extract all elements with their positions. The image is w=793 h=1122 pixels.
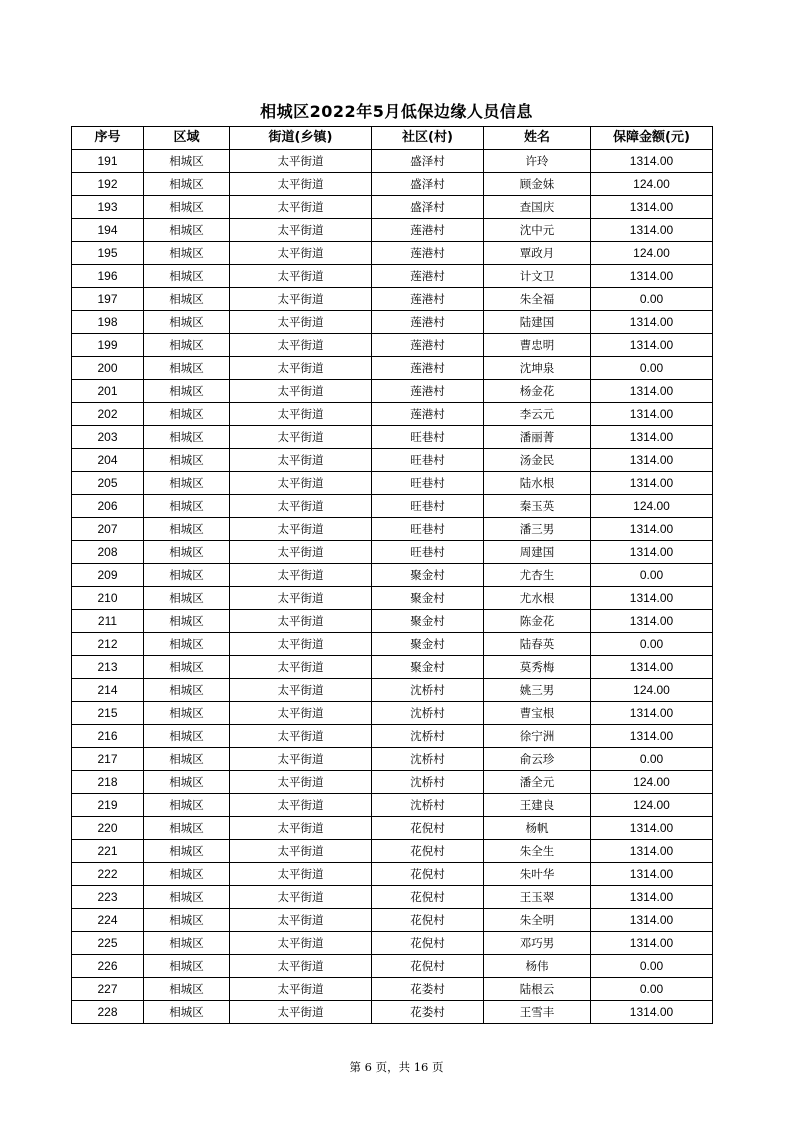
cell-street: 太平街道 <box>230 196 372 219</box>
cell-community: 旺巷村 <box>372 426 484 449</box>
cell-district: 相城区 <box>144 978 230 1001</box>
cell-index: 207 <box>72 518 144 541</box>
cell-amount: 1314.00 <box>591 610 713 633</box>
cell-district: 相城区 <box>144 794 230 817</box>
table-row <box>72 840 713 863</box>
cell-index: 208 <box>72 541 144 564</box>
cell-community: 莲港村 <box>372 334 484 357</box>
cell-name: 王玉翠 <box>484 886 591 909</box>
table-row <box>72 610 713 633</box>
table-row <box>72 449 713 472</box>
cell-community: 莲港村 <box>372 357 484 380</box>
cell-community: 旺巷村 <box>372 495 484 518</box>
cell-name: 陆水根 <box>484 472 591 495</box>
cell-index: 222 <box>72 863 144 886</box>
table-row <box>72 656 713 679</box>
cell-amount: 1314.00 <box>591 380 713 403</box>
cell-amount: 1314.00 <box>591 932 713 955</box>
cell-index: 228 <box>72 1001 144 1024</box>
cell-amount: 0.00 <box>591 288 713 311</box>
cell-amount: 1314.00 <box>591 817 713 840</box>
cell-street: 太平街道 <box>230 311 372 334</box>
cell-index: 210 <box>72 587 144 610</box>
cell-community: 花倪村 <box>372 886 484 909</box>
cell-amount: 0.00 <box>591 955 713 978</box>
cell-amount: 1314.00 <box>591 840 713 863</box>
cell-index: 219 <box>72 794 144 817</box>
cell-index: 198 <box>72 311 144 334</box>
cell-index: 221 <box>72 840 144 863</box>
cell-community: 花倪村 <box>372 955 484 978</box>
cell-amount: 0.00 <box>591 978 713 1001</box>
cell-street: 太平街道 <box>230 288 372 311</box>
table-row <box>72 932 713 955</box>
cell-community: 沈桥村 <box>372 771 484 794</box>
cell-street: 太平街道 <box>230 472 372 495</box>
cell-index: 209 <box>72 564 144 587</box>
cell-community: 花倪村 <box>372 932 484 955</box>
cell-district: 相城区 <box>144 932 230 955</box>
cell-name: 潘三男 <box>484 518 591 541</box>
cell-community: 聚金村 <box>372 610 484 633</box>
cell-district: 相城区 <box>144 334 230 357</box>
table-row <box>72 472 713 495</box>
cell-street: 太平街道 <box>230 886 372 909</box>
cell-community: 聚金村 <box>372 564 484 587</box>
cell-index: 203 <box>72 426 144 449</box>
cell-index: 202 <box>72 403 144 426</box>
cell-index: 201 <box>72 380 144 403</box>
cell-name: 朱全生 <box>484 840 591 863</box>
cell-amount: 1314.00 <box>591 334 713 357</box>
cell-amount: 124.00 <box>591 173 713 196</box>
cell-amount: 1314.00 <box>591 541 713 564</box>
table-row <box>72 518 713 541</box>
cell-name: 计文卫 <box>484 265 591 288</box>
cell-street: 太平街道 <box>230 955 372 978</box>
cell-community: 沈桥村 <box>372 794 484 817</box>
cell-street: 太平街道 <box>230 679 372 702</box>
cell-district: 相城区 <box>144 1001 230 1024</box>
cell-index: 215 <box>72 702 144 725</box>
cell-community: 沈桥村 <box>372 748 484 771</box>
cell-index: 192 <box>72 173 144 196</box>
table-row <box>72 288 713 311</box>
cell-district: 相城区 <box>144 173 230 196</box>
table-row <box>72 955 713 978</box>
cell-street: 太平街道 <box>230 587 372 610</box>
cell-district: 相城区 <box>144 564 230 587</box>
cell-amount: 1314.00 <box>591 518 713 541</box>
cell-street: 太平街道 <box>230 1001 372 1024</box>
cell-street: 太平街道 <box>230 863 372 886</box>
cell-community: 盛泽村 <box>372 196 484 219</box>
cell-community: 莲港村 <box>372 380 484 403</box>
cell-district: 相城区 <box>144 311 230 334</box>
cell-index: 196 <box>72 265 144 288</box>
cell-name: 沈坤泉 <box>484 357 591 380</box>
cell-community: 花倪村 <box>372 863 484 886</box>
cell-community: 莲港村 <box>372 265 484 288</box>
table-row <box>72 702 713 725</box>
table-row <box>72 196 713 219</box>
cell-index: 191 <box>72 150 144 173</box>
table-row <box>72 426 713 449</box>
cell-name: 莫秀梅 <box>484 656 591 679</box>
cell-name: 周建国 <box>484 541 591 564</box>
cell-name: 尤杏生 <box>484 564 591 587</box>
table-body <box>72 150 713 1024</box>
cell-community: 旺巷村 <box>372 449 484 472</box>
cell-community: 花倪村 <box>372 817 484 840</box>
table-row <box>72 564 713 587</box>
cell-district: 相城区 <box>144 357 230 380</box>
table-row <box>72 357 713 380</box>
cell-name: 曹宝根 <box>484 702 591 725</box>
cell-street: 太平街道 <box>230 380 372 403</box>
cell-district: 相城区 <box>144 380 230 403</box>
cell-index: 225 <box>72 932 144 955</box>
cell-community: 聚金村 <box>372 633 484 656</box>
cell-district: 相城区 <box>144 426 230 449</box>
cell-amount: 1314.00 <box>591 426 713 449</box>
cell-street: 太平街道 <box>230 495 372 518</box>
table-row <box>72 794 713 817</box>
cell-street: 太平街道 <box>230 656 372 679</box>
cell-district: 相城区 <box>144 817 230 840</box>
cell-community: 聚金村 <box>372 587 484 610</box>
cell-street: 太平街道 <box>230 426 372 449</box>
cell-name: 杨伟 <box>484 955 591 978</box>
cell-amount: 124.00 <box>591 242 713 265</box>
cell-street: 太平街道 <box>230 932 372 955</box>
data-table <box>71 126 713 1024</box>
cell-index: 212 <box>72 633 144 656</box>
cell-community: 莲港村 <box>372 403 484 426</box>
table-row <box>72 886 713 909</box>
cell-amount: 1314.00 <box>591 311 713 334</box>
cell-index: 199 <box>72 334 144 357</box>
cell-community: 聚金村 <box>372 656 484 679</box>
table-row <box>72 219 713 242</box>
cell-community: 旺巷村 <box>372 472 484 495</box>
cell-street: 太平街道 <box>230 702 372 725</box>
cell-street: 太平街道 <box>230 610 372 633</box>
cell-name: 曹忠明 <box>484 334 591 357</box>
cell-index: 193 <box>72 196 144 219</box>
cell-street: 太平街道 <box>230 334 372 357</box>
cell-index: 197 <box>72 288 144 311</box>
table-row <box>72 633 713 656</box>
cell-community: 盛泽村 <box>372 173 484 196</box>
cell-community: 莲港村 <box>372 311 484 334</box>
cell-amount: 1314.00 <box>591 656 713 679</box>
cell-community: 沈桥村 <box>372 679 484 702</box>
cell-name: 王建良 <box>484 794 591 817</box>
table-row <box>72 380 713 403</box>
cell-district: 相城区 <box>144 656 230 679</box>
cell-amount: 1314.00 <box>591 403 713 426</box>
cell-community: 花倪村 <box>372 909 484 932</box>
cell-index: 194 <box>72 219 144 242</box>
cell-amount: 0.00 <box>591 748 713 771</box>
cell-amount: 0.00 <box>591 633 713 656</box>
cell-amount: 124.00 <box>591 771 713 794</box>
page-footer: 第 6 页，共 16 页 <box>349 1060 444 1074</box>
cell-name: 陆建国 <box>484 311 591 334</box>
cell-index: 227 <box>72 978 144 1001</box>
cell-district: 相城区 <box>144 748 230 771</box>
cell-street: 太平街道 <box>230 633 372 656</box>
cell-district: 相城区 <box>144 403 230 426</box>
cell-name: 俞云珍 <box>484 748 591 771</box>
table-row <box>72 242 713 265</box>
cell-amount: 1314.00 <box>591 219 713 242</box>
header-name: 姓名 <box>484 127 591 150</box>
cell-street: 太平街道 <box>230 449 372 472</box>
cell-name: 查国庆 <box>484 196 591 219</box>
table-row <box>72 771 713 794</box>
table-row <box>72 817 713 840</box>
cell-index: 213 <box>72 656 144 679</box>
cell-amount: 1314.00 <box>591 587 713 610</box>
cell-street: 太平街道 <box>230 564 372 587</box>
cell-street: 太平街道 <box>230 219 372 242</box>
cell-name: 朱全福 <box>484 288 591 311</box>
cell-community: 旺巷村 <box>372 518 484 541</box>
cell-amount: 1314.00 <box>591 863 713 886</box>
cell-index: 226 <box>72 955 144 978</box>
cell-index: 205 <box>72 472 144 495</box>
cell-amount: 1314.00 <box>591 449 713 472</box>
cell-district: 相城区 <box>144 472 230 495</box>
table-row <box>72 909 713 932</box>
cell-amount: 1314.00 <box>591 1001 713 1024</box>
cell-index: 217 <box>72 748 144 771</box>
cell-index: 218 <box>72 771 144 794</box>
table-row <box>72 495 713 518</box>
cell-street: 太平街道 <box>230 909 372 932</box>
cell-amount: 1314.00 <box>591 886 713 909</box>
cell-index: 195 <box>72 242 144 265</box>
cell-district: 相城区 <box>144 242 230 265</box>
cell-district: 相城区 <box>144 909 230 932</box>
cell-street: 太平街道 <box>230 173 372 196</box>
cell-community: 莲港村 <box>372 242 484 265</box>
cell-district: 相城区 <box>144 840 230 863</box>
table-row <box>72 748 713 771</box>
cell-index: 223 <box>72 886 144 909</box>
cell-district: 相城区 <box>144 150 230 173</box>
cell-district: 相城区 <box>144 196 230 219</box>
table-row <box>72 1001 713 1024</box>
cell-index: 216 <box>72 725 144 748</box>
cell-district: 相城区 <box>144 288 230 311</box>
cell-street: 太平街道 <box>230 748 372 771</box>
cell-name: 陆春英 <box>484 633 591 656</box>
header-district: 区域 <box>144 127 230 150</box>
cell-name: 朱叶华 <box>484 863 591 886</box>
header-community: 社区(村) <box>372 127 484 150</box>
header-index: 序号 <box>72 127 144 150</box>
cell-name: 潘丽菁 <box>484 426 591 449</box>
cell-street: 太平街道 <box>230 725 372 748</box>
cell-street: 太平街道 <box>230 403 372 426</box>
cell-name: 李云元 <box>484 403 591 426</box>
table-row <box>72 978 713 1001</box>
cell-name: 潘全元 <box>484 771 591 794</box>
table-row <box>72 679 713 702</box>
cell-community: 莲港村 <box>372 288 484 311</box>
cell-street: 太平街道 <box>230 265 372 288</box>
cell-district: 相城区 <box>144 863 230 886</box>
cell-community: 花娄村 <box>372 978 484 1001</box>
cell-name: 陈金花 <box>484 610 591 633</box>
cell-amount: 124.00 <box>591 495 713 518</box>
cell-index: 211 <box>72 610 144 633</box>
table-row <box>72 265 713 288</box>
cell-district: 相城区 <box>144 886 230 909</box>
cell-district: 相城区 <box>144 955 230 978</box>
table-row <box>72 587 713 610</box>
cell-amount: 1314.00 <box>591 472 713 495</box>
cell-community: 盛泽村 <box>372 150 484 173</box>
cell-name: 杨金花 <box>484 380 591 403</box>
table-row <box>72 725 713 748</box>
cell-street: 太平街道 <box>230 817 372 840</box>
cell-district: 相城区 <box>144 679 230 702</box>
cell-community: 花倪村 <box>372 840 484 863</box>
cell-street: 太平街道 <box>230 150 372 173</box>
table-header-row <box>72 127 713 150</box>
cell-community: 莲港村 <box>372 219 484 242</box>
cell-district: 相城区 <box>144 725 230 748</box>
cell-name: 徐宁洲 <box>484 725 591 748</box>
cell-name: 杨帆 <box>484 817 591 840</box>
cell-district: 相城区 <box>144 495 230 518</box>
cell-index: 206 <box>72 495 144 518</box>
cell-name: 秦玉英 <box>484 495 591 518</box>
cell-district: 相城区 <box>144 587 230 610</box>
cell-street: 太平街道 <box>230 357 372 380</box>
document-title: 相城区2022年5月低保边缘人员信息 <box>260 102 533 121</box>
cell-amount: 1314.00 <box>591 725 713 748</box>
cell-amount: 0.00 <box>591 564 713 587</box>
cell-index: 200 <box>72 357 144 380</box>
cell-street: 太平街道 <box>230 794 372 817</box>
cell-district: 相城区 <box>144 265 230 288</box>
cell-name: 王雪丰 <box>484 1001 591 1024</box>
table-row <box>72 863 713 886</box>
cell-street: 太平街道 <box>230 541 372 564</box>
cell-amount: 1314.00 <box>591 196 713 219</box>
cell-name: 朱全明 <box>484 909 591 932</box>
cell-community: 旺巷村 <box>372 541 484 564</box>
cell-name: 陆根云 <box>484 978 591 1001</box>
cell-district: 相城区 <box>144 610 230 633</box>
cell-street: 太平街道 <box>230 978 372 1001</box>
cell-name: 姚三男 <box>484 679 591 702</box>
cell-district: 相城区 <box>144 771 230 794</box>
cell-community: 沈桥村 <box>372 725 484 748</box>
cell-amount: 124.00 <box>591 794 713 817</box>
cell-amount: 1314.00 <box>591 150 713 173</box>
cell-index: 204 <box>72 449 144 472</box>
cell-street: 太平街道 <box>230 771 372 794</box>
table-row <box>72 311 713 334</box>
table-row <box>72 173 713 196</box>
cell-street: 太平街道 <box>230 242 372 265</box>
table-row <box>72 150 713 173</box>
cell-community: 沈桥村 <box>372 702 484 725</box>
cell-name: 覃政月 <box>484 242 591 265</box>
header-amount: 保障金额(元) <box>591 127 713 150</box>
cell-index: 224 <box>72 909 144 932</box>
cell-name: 尤水根 <box>484 587 591 610</box>
cell-index: 220 <box>72 817 144 840</box>
cell-amount: 1314.00 <box>591 265 713 288</box>
cell-amount: 0.00 <box>591 357 713 380</box>
cell-name: 邓巧男 <box>484 932 591 955</box>
table-row <box>72 403 713 426</box>
cell-district: 相城区 <box>144 633 230 656</box>
cell-name: 沈中元 <box>484 219 591 242</box>
table-row <box>72 334 713 357</box>
cell-street: 太平街道 <box>230 518 372 541</box>
cell-name: 顾金妹 <box>484 173 591 196</box>
cell-district: 相城区 <box>144 541 230 564</box>
cell-name: 许玲 <box>484 150 591 173</box>
header-street: 街道(乡镇) <box>230 127 372 150</box>
cell-amount: 1314.00 <box>591 909 713 932</box>
cell-district: 相城区 <box>144 518 230 541</box>
cell-name: 汤金民 <box>484 449 591 472</box>
cell-amount: 1314.00 <box>591 702 713 725</box>
cell-community: 花娄村 <box>372 1001 484 1024</box>
cell-amount: 124.00 <box>591 679 713 702</box>
cell-district: 相城区 <box>144 702 230 725</box>
cell-district: 相城区 <box>144 219 230 242</box>
cell-street: 太平街道 <box>230 840 372 863</box>
table-row <box>72 541 713 564</box>
cell-index: 214 <box>72 679 144 702</box>
cell-district: 相城区 <box>144 449 230 472</box>
